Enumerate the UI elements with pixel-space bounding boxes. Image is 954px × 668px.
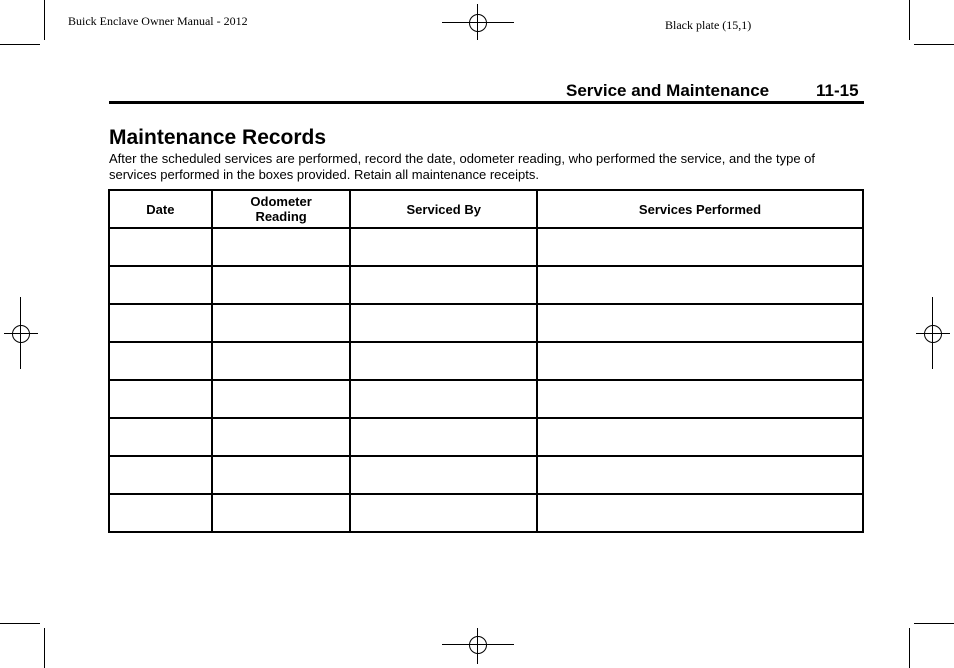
column-header-services-performed: Services Performed (537, 190, 863, 228)
crop-mark-bottom-left-h (0, 623, 40, 624)
odometer-cell[interactable] (212, 380, 351, 418)
plate-slug: Black plate (15,1) (665, 18, 752, 32)
services-performed-cell[interactable] (537, 456, 863, 494)
date-cell[interactable] (109, 304, 212, 342)
crop-mark-bottom-right-v (909, 628, 910, 668)
crop-mark-bottom-right-h (914, 623, 954, 624)
services-performed-cell[interactable] (537, 494, 863, 532)
date-cell[interactable] (109, 456, 212, 494)
table-row (109, 304, 863, 342)
odometer-cell[interactable] (212, 304, 351, 342)
odometer-cell[interactable] (212, 494, 351, 532)
column-header-date: Date (109, 190, 212, 228)
table-body (109, 228, 863, 532)
serviced-by-cell[interactable] (350, 494, 536, 532)
table-row (109, 228, 863, 266)
date-cell[interactable] (109, 380, 212, 418)
date-cell[interactable] (109, 342, 212, 380)
intro-paragraph: After the scheduled services are performed, record the date, odometer reading, who performed the service, and the type of services performed in the boxes provided. Retain all maintenance receipts. (109, 151, 815, 182)
serviced-by-cell[interactable] (350, 228, 536, 266)
manual-slug: Buick Enclave Owner Manual - 2012 (68, 14, 248, 28)
page-title: Maintenance Records (109, 126, 327, 149)
crop-mark-bottom-left-v (44, 628, 45, 668)
table-row (109, 380, 863, 418)
services-performed-cell[interactable] (537, 380, 863, 418)
crop-mark-top-left-h (0, 44, 40, 45)
maintenance-records-table (108, 189, 864, 533)
table-row (109, 266, 863, 304)
date-cell[interactable] (109, 228, 212, 266)
services-performed-cell[interactable] (537, 266, 863, 304)
serviced-by-cell[interactable] (350, 304, 536, 342)
serviced-by-cell[interactable] (350, 456, 536, 494)
serviced-by-cell[interactable] (350, 418, 536, 456)
services-performed-cell[interactable] (537, 304, 863, 342)
odometer-cell[interactable] (212, 342, 351, 380)
table-row (109, 342, 863, 380)
odometer-cell[interactable] (212, 418, 351, 456)
column-header-serviced-by: Serviced By (350, 190, 536, 228)
crop-mark-top-right-h (914, 44, 954, 45)
serviced-by-cell[interactable] (350, 342, 536, 380)
crop-mark-top-left-v (44, 0, 45, 40)
table-header-row (109, 190, 863, 228)
services-performed-cell[interactable] (537, 342, 863, 380)
date-cell[interactable] (109, 494, 212, 532)
column-header-odometer-reading: Odometer Reading (212, 190, 351, 228)
page-number: 11-15 (816, 81, 859, 100)
date-cell[interactable] (109, 418, 212, 456)
services-performed-cell[interactable] (537, 418, 863, 456)
services-performed-cell[interactable] (537, 228, 863, 266)
header-rule (109, 101, 864, 104)
crop-mark-top-right-v (909, 0, 910, 40)
serviced-by-cell[interactable] (350, 266, 536, 304)
table-row (109, 494, 863, 532)
odometer-cell[interactable] (212, 228, 351, 266)
serviced-by-cell[interactable] (350, 380, 536, 418)
table-row (109, 456, 863, 494)
section-title: Service and Maintenance (566, 81, 770, 100)
odometer-cell[interactable] (212, 266, 351, 304)
odometer-cell[interactable] (212, 456, 351, 494)
table-row (109, 418, 863, 456)
date-cell[interactable] (109, 266, 212, 304)
